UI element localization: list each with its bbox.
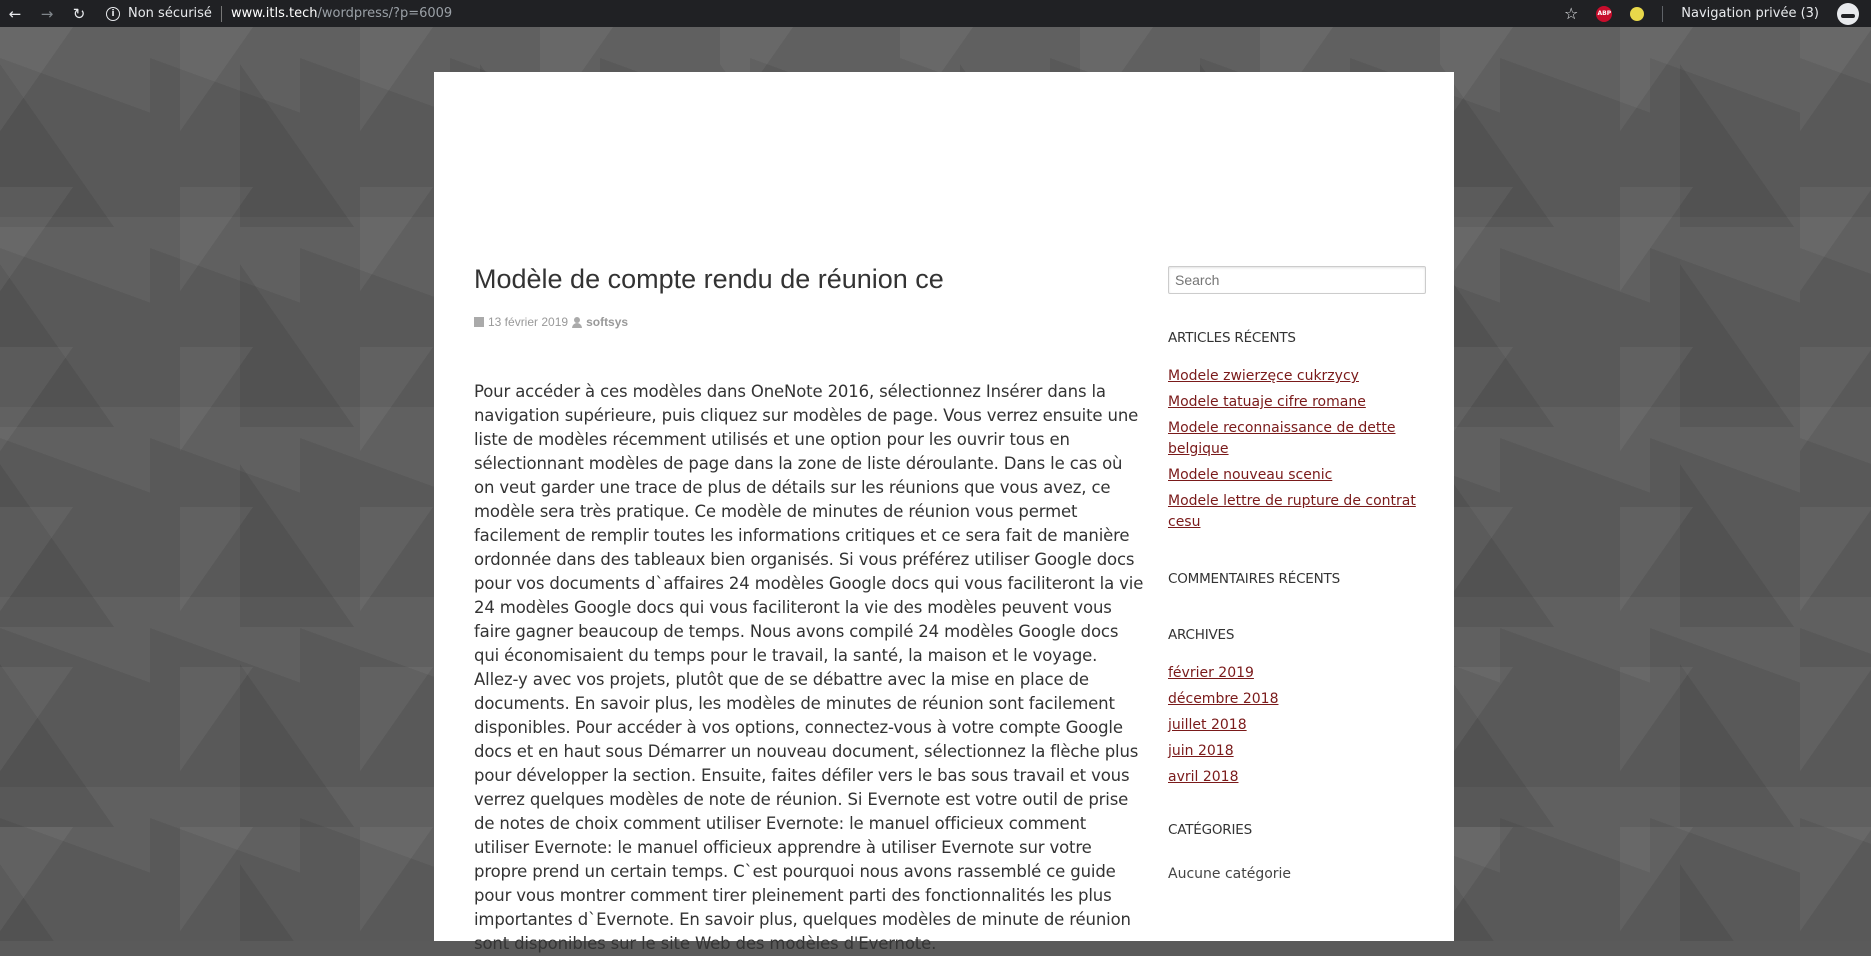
post-date[interactable]: 13 février 2019 — [488, 315, 569, 329]
back-arrow-icon[interactable]: ← — [8, 4, 22, 23]
archive-link[interactable]: décembre 2018 — [1168, 691, 1279, 707]
archives-list — [1168, 663, 1428, 788]
list-item — [1168, 715, 1428, 736]
site-header — [434, 72, 1454, 220]
archive-link[interactable]: juin 2018 — [1168, 743, 1234, 759]
categories-empty: Aucune catégorie — [1168, 866, 1292, 882]
address-bar[interactable] — [106, 0, 1564, 27]
security-label: Non sécurisé — [128, 6, 212, 21]
recent-posts-list — [1168, 366, 1428, 533]
url-host: www.itls.tech — [230, 6, 318, 21]
list-item — [1168, 767, 1428, 788]
post-title: Modèle de compte rendu de réunion ce — [474, 264, 944, 294]
archive-link[interactable]: juillet 2018 — [1168, 717, 1247, 733]
address-separator — [221, 6, 222, 22]
post-author[interactable]: softsys — [586, 315, 629, 329]
archive-link[interactable]: février 2019 — [1168, 665, 1254, 681]
list-item — [1168, 465, 1428, 486]
categories-widget — [1168, 822, 1428, 882]
list-item — [1168, 392, 1428, 413]
archive-link[interactable]: avril 2018 — [1168, 769, 1239, 785]
list-item — [1168, 663, 1428, 684]
url-path: /wordpress/?p=6009 — [317, 6, 453, 21]
recent-post-link[interactable]: Modele lettre de rupture de contrat cesu — [1168, 493, 1416, 530]
recent-post-link[interactable]: Modele reconnaissance de dette belgique — [1168, 420, 1396, 457]
list-item — [1168, 741, 1428, 762]
search-input[interactable] — [1168, 266, 1426, 294]
incognito-icon[interactable] — [1837, 3, 1859, 25]
recent-comments-title: COMMENTAIRES RÉCENTS — [1168, 571, 1340, 587]
recent-comments-widget — [1168, 571, 1428, 587]
recent-post-link[interactable]: Modele zwierzęce cukrzycy — [1168, 368, 1359, 384]
nav-buttons — [0, 5, 88, 23]
reload-icon[interactable]: ↻ — [72, 4, 86, 23]
list-item — [1168, 366, 1428, 387]
post-content: Pour accéder à ces modèles dans OneNote 2016, sélectionnez Insérer dans la navigation supérieure, puis cliquez sur modèles de page. Vous verrez ensuite une liste de modèles récemment utilisés et une option pour les ouvrir tous en sélectionnant modèles de page dans la zone de liste déroulante. Dans le cas où on veut garder une trace de plus de détails sur les réunions que vous avez, ce modèle sera très pratique. Ce modèle de minutes de réunion vous permet facilement de remplir toutes les informations critiques et ce sera fait de manière ordonnée dans des tableaux bien organisés. Si vous préférez utiliser Google docs pour vos documents d`affaires 24 modèles Google docs qui vous faciliteront la vie 24 modèles Google docs qui vous faciliteront la vie des modèles peuvent vous faire gagner beaucoup de temps. Nous avons compilé 24 modèles Google docs qui économisaient du temps pour le travail, la santé, la maison et le voyage. Allez-y avec vos projets, plutôt que de se débattre avec la mise en place de documents. En savoir plus, les modèles de minutes de réunion sont facilement disponibles. Pour accéder à vos options, connectez-vous à votre compte Google docs et en haut sous Démarrer un nouveau document, sélectionnez la flèche plus pour développer la section. Ensuite, faites défiler vers le bas sous travail et vous verrez quelques modèles de note de réunion. Si Evernote est votre outil de prise de notes de choix comment utiliser Evernote: le manuel officieux comment utiliser Evernote: le manuel officieux apprendre à utiliser Evernote sur votre propre prend un certain temps. C`est pourquoi nous avons rassemblé ce guide pour vous montrer comment tirer pleinement parti des fonctionnalités les plus importantes d`Evernote. En savoir plus, quelques modèles de minute de réunion sont disponibles sur le site Web des modèles d'Evernote. — [474, 382, 1144, 953]
user-icon — [572, 317, 582, 328]
calendar-icon — [474, 317, 484, 327]
list-item — [1168, 491, 1428, 533]
bookmark-star-icon[interactable]: ☆ — [1563, 4, 1579, 23]
info-icon[interactable]: i — [106, 7, 120, 21]
site-container — [434, 72, 1454, 953]
list-item — [1168, 689, 1428, 710]
forward-arrow-icon[interactable]: → — [40, 4, 54, 23]
recent-posts-title: ARTICLES RÉCENTS — [1168, 330, 1296, 346]
archives-widget — [1168, 627, 1428, 788]
incognito-label[interactable]: Navigation privée (3) — [1681, 6, 1819, 21]
adblock-extension-icon[interactable]: ABP — [1596, 6, 1612, 22]
recent-posts-widget — [1168, 330, 1428, 533]
archives-title: ARCHIVES — [1168, 627, 1235, 643]
recent-post-link[interactable]: Modele tatuaje cifre romane — [1168, 394, 1366, 410]
toolbar-divider — [1662, 6, 1663, 22]
sidebar — [1168, 266, 1428, 882]
extension-icon[interactable] — [1630, 7, 1644, 21]
recent-post-link[interactable]: Modele nouveau scenic — [1168, 467, 1333, 483]
post-meta — [474, 315, 1146, 329]
browser-toolbar — [0, 0, 1871, 27]
toolbar-right — [1564, 3, 1871, 25]
list-item — [1168, 418, 1428, 460]
post-main — [474, 262, 1146, 956]
categories-title: CATÉGORIES — [1168, 822, 1252, 838]
